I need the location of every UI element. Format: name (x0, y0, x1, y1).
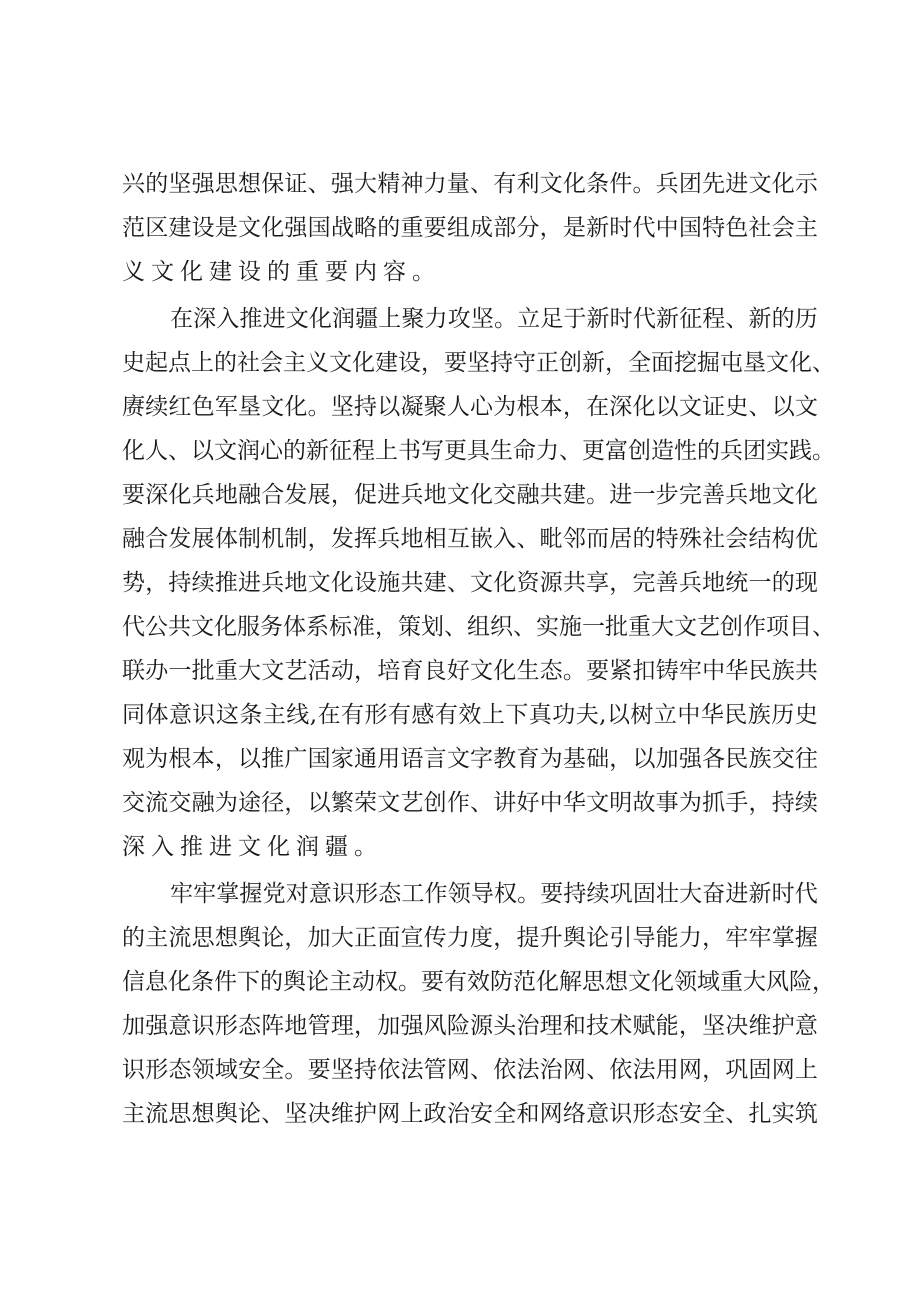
text-line: 史 起 点 上 的 社 会 主 义 文 化 建 设 ， 要 坚 持 守 正 创 新 ， 全 面 挖 掘 屯 垦 文 化 、 (122, 350, 835, 376)
text-line: 化 人 、 以 文 润 心 的 新 征 程 上 书 写 更 具 生 命 力 、 更 富 创 造 性 的 兵 团 实 践 。 (122, 438, 835, 464)
text-line: 势 ， 持 续 推 进 兵 地 文 化 设 施 共 建 、 文 化 资 源 共 享 ， 完 善 兵 地 统 一 的 现 (122, 570, 818, 596)
text-line: 识 形 态 领 域 安 全 。 要 坚 持 依 法 管 网 、 依 法 治 网 、 依 法 用 网 ， 巩 固 网 上 (122, 1057, 818, 1083)
text-line: 联 办 一 批 重 大 文 艺 活 动 ， 培 育 良 好 文 化 生 态 。 要 紧 扣 铸 牢 中 华 民 族 共 (122, 658, 818, 684)
text-line: 义文化建设的重要内容。 (122, 259, 441, 285)
text-line: 代 公 共 文 化 服 务 体 系 标 准 ， 策 划 、 组 织 、 实 施 一 批 重 大 文 艺 创 作 项 目 、 (122, 614, 835, 640)
text-line: 融 合 发 展 体 制 机 制 ， 发 挥 兵 地 相 互 嵌 入 、 毗 邻 而 居 的 特 殊 社 会 结 构 优 (122, 526, 818, 552)
text-line: 主 流 思 想 舆 论 、 坚 决 维 护 网 上 政 治 安 全 和 网 络 意 识 形 态 安 全 、 扎 实 筑 (122, 1101, 818, 1127)
text-line: 兴 的 坚 强 思 想 保 证 、 强 大 精 神 力 量 、 有 利 文 化 条 件 。 兵 团 先 进 文 化 示 (122, 171, 818, 197)
text-line: 深入推进文化润疆。 (122, 834, 383, 860)
text-line: 要 深 化 兵 地 融 合 发 展 ， 促 进 兵 地 文 化 交 融 共 建 。 进 一 步 完 善 兵 地 文 化 (122, 482, 818, 508)
text-line: 的 主 流 思 想 舆 论 ， 加 大 正 面 宣 传 力 度 ， 提 升 舆 论 引 导 能 力 ， 牢 牢 掌 握 (122, 925, 818, 951)
text-line: 加 强 意 识 形 态 阵 地 管 理 ， 加 强 风 险 源 头 治 理 和 技 术 赋 能 ， 坚 决 维 护 意 (122, 1013, 818, 1039)
text-line: 在 深 入 推 进 文 化 润 疆 上 聚 力 攻 坚 。 立 足 于 新 时 代 新 征 程 、 新 的 历 (170, 306, 818, 332)
text-line: 范 区 建 设 是 文 化 强 国 战 略 的 重 要 组 成 部 分 ， 是 新 时 代 中 国 特 色 社 会 主 (122, 215, 818, 241)
text-line: 观 为 根 本 ， 以 推 广 国 家 通 用 语 言 文 字 教 育 为 基 础 ， 以 加 强 各 民 族 交 往 (122, 746, 818, 772)
text-line: 同 体 意 识 这 条 主 线 , 在 有 形 有 感 有 效 上 下 真 功 夫 , 以 树 立 中 华 民 族 历 史 (122, 702, 818, 728)
text-line: 牢 牢 掌 握 党 对 意 识 形 态 工 作 领 导 权 。 要 持 续 巩 固 壮 大 奋 进 新 时 代 (170, 881, 818, 907)
text-line: 交 流 交 融 为 途 径 ， 以 繁 荣 文 艺 创 作 、 讲 好 中 华 文 明 故 事 为 抓 手 ， 持 续 (122, 790, 818, 816)
text-line: 信 息 化 条 件 下 的 舆 论 主 动 权 。 要 有 效 防 范 化 解 思 想 文 化 领 域 重 大 风 险 ， (122, 969, 835, 995)
text-line: 赓 续 红 色 军 垦 文 化 。 坚 持 以 凝 聚 人 心 为 根 本 ， 在 深 化 以 文 证 史 、 以 文 (122, 394, 818, 420)
